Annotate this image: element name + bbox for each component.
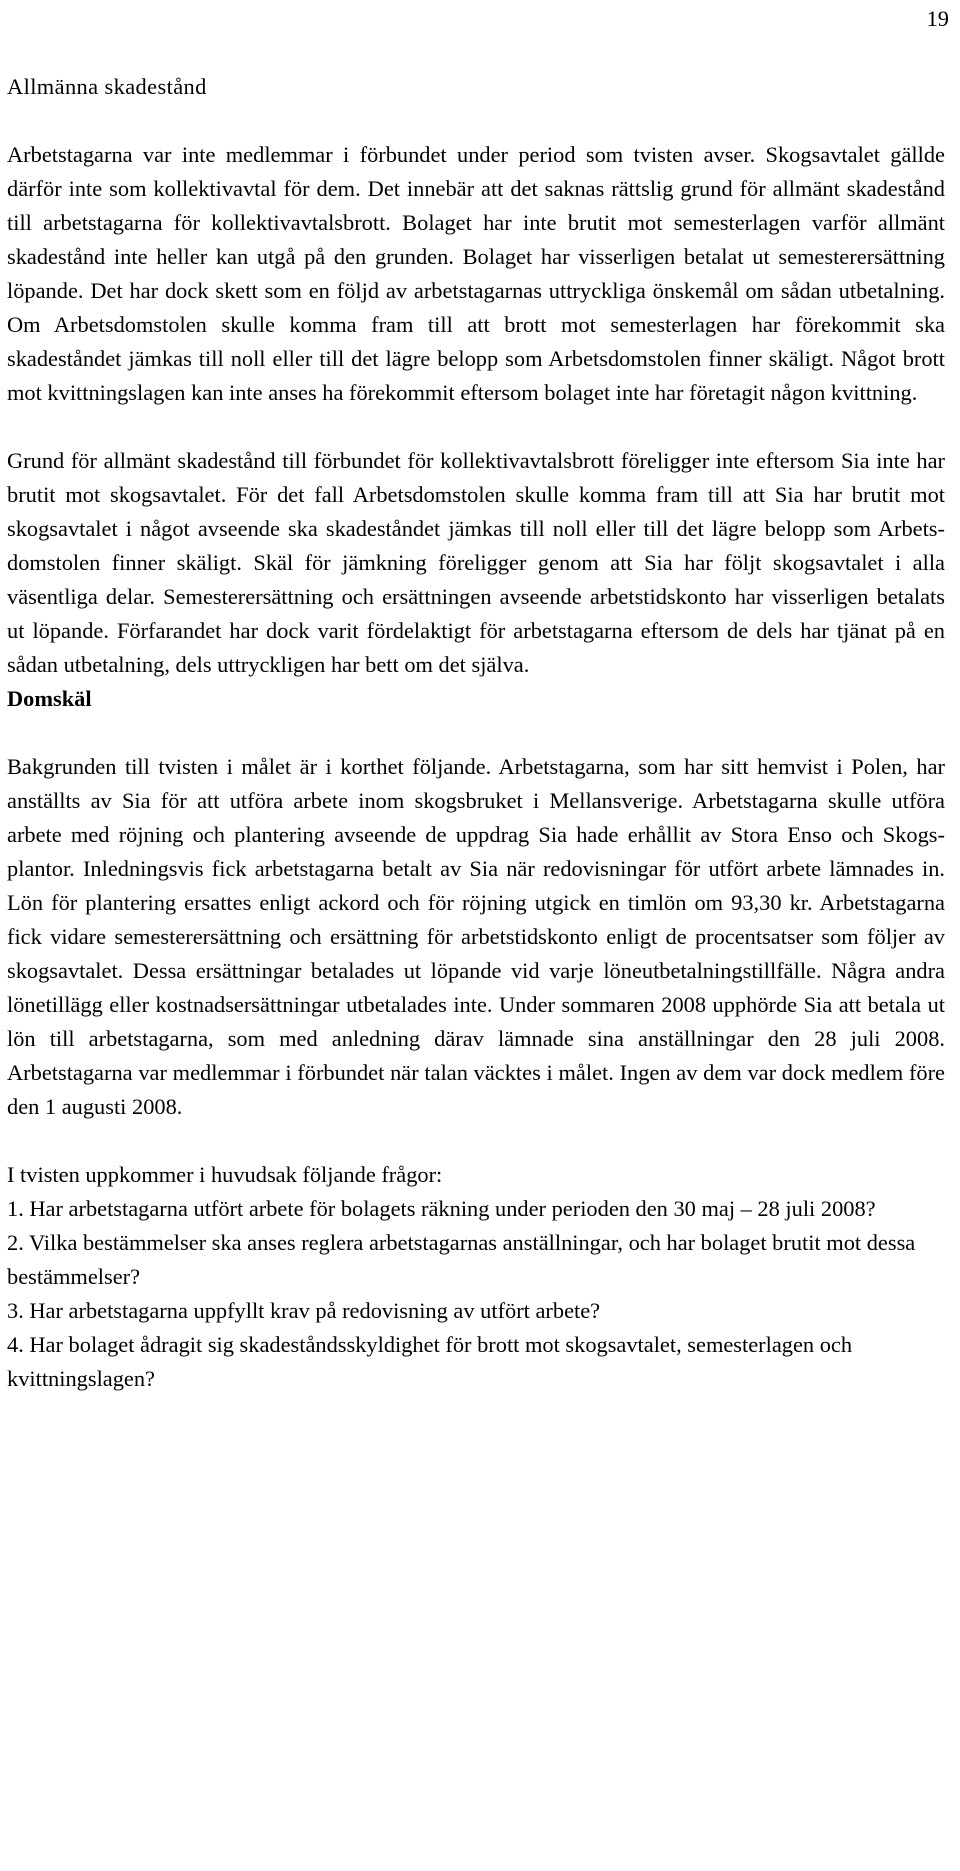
question-item: 1. Har arbetstagarna utfört arbete för bolagets räkning under perioden den 30 maj – 28 juli 2008? — [7, 1196, 876, 1221]
paragraph-domskal-intro: I tvisten uppkommer i huvudsak följande frågor: — [7, 1162, 443, 1187]
section-heading-allmanna-skadestand: Allmänna skadestånd — [7, 74, 207, 99]
question-item: 4. Har bolaget ådragit sig skadeståndsskyldighet för brott mot skogsavtalet, semesterlagen och kvittningslagen? — [7, 1332, 853, 1391]
page-number: 19 — [926, 6, 949, 31]
document-body — [7, 70, 945, 1396]
section-heading-domskal: Domskäl — [7, 686, 92, 711]
question-item: 3. Har arbetstagarna uppfyllt krav på redovisning av utfört arbete? — [7, 1298, 601, 1323]
paragraph-domskal-1: Bakgrunden till tvisten i målet är i korthet följande. Arbetstagarna, som har sitt hemvist i Polen, har anställts av Sia för att utföra arbete inom skogsbruket i Mellansverige. Arbetstagarna skulle utföra arbete med röjning och plantering avseende de uppdrag Sia hade erhållit av Stora Enso och Skogsplantor. Inledningsvis fick arbetstagarna betalt av Sia när redovisningar för utfört arbete lämnades in. Lön för plantering ersattes enligt ackord och för röjning utgick en timlön om 93,30 kr. Arbetstagarna fick vidare semesterersättning och ersättning för arbetstidskonto enligt de procentsatser som följer av skogsavtalet. Dessa ersättningar betalades ut löpande vid varje löneutbetalningstillfälle. Några andra lönetillägg eller kostnadsersättningar utbetalades inte. Under sommaren 2008 upphörde Sia att betala ut lön till arbetstagarna, som med anledning därav lämnade sina anställningar den 28 juli 2008. Arbetstagarna var medlemmar i förbundet när talan väcktes i målet. Ingen av dem var dock medlem före den 1 augusti 2008. — [7, 754, 945, 1119]
question-list — [7, 1192, 945, 1396]
question-item: 2. Vilka bestämmelser ska anses reglera arbetstagarnas anställningar, och har bolaget brutit mot dessa bestämmelser? — [7, 1230, 916, 1289]
paragraph-allmanna-1: Arbetstagarna var inte medlemmar i förbundet under period som tvisten avser. Skogsavtalet gällde därför inte som kollektivavtal för dem. Det innebär att det saknas rättslig grund för allmänt skadestånd till arbetstagarna för kollektivavtalsbrott. Bolaget har inte brutit mot semesterlagen varför allmänt skadestånd inte heller kan utgå på den grunden. Bolaget har visserligen betalat ut semesterersättning löpande. Det har dock skett som en följd av arbetstagarnas uttryckliga önskemål om sådan utbetalning. Om Arbetsdomstolen skulle komma fram till att brott mot semesterlagen har förekommit ska skadeståndet jämkas till noll eller till det lägre belopp som Arbetsdomstolen finner skäligt. Något brott mot kvittningslagen kan inte anses ha förekommit eftersom bolaget inte har företagit någon kvittning. — [7, 142, 945, 405]
paragraph-allmanna-2: Grund för allmänt skadestånd till förbundet för kollektivavtalsbrott föreligger inte eftersom Sia inte har brutit mot skogsavtalet. För det fall Arbetsdomstolen skulle komma fram till att Sia har brutit mot skogsavtalet i något avseende ska skadeståndet jämkas till noll eller till det lägre belopp som Arbetsdomstolen finner skäligt. Skäl för jämkning föreligger genom att Sia har följt skogsavtalet i alla väsentliga delar. Semesterersättning och ersättningen avseende arbetstidskonto har visserligen betalats ut löpande. Förfarandet har dock varit fördelaktigt för arbetstagarna eftersom de dels har tjänat på en sådan utbetalning, dels uttryckligen har bett om det själva. — [7, 448, 945, 677]
